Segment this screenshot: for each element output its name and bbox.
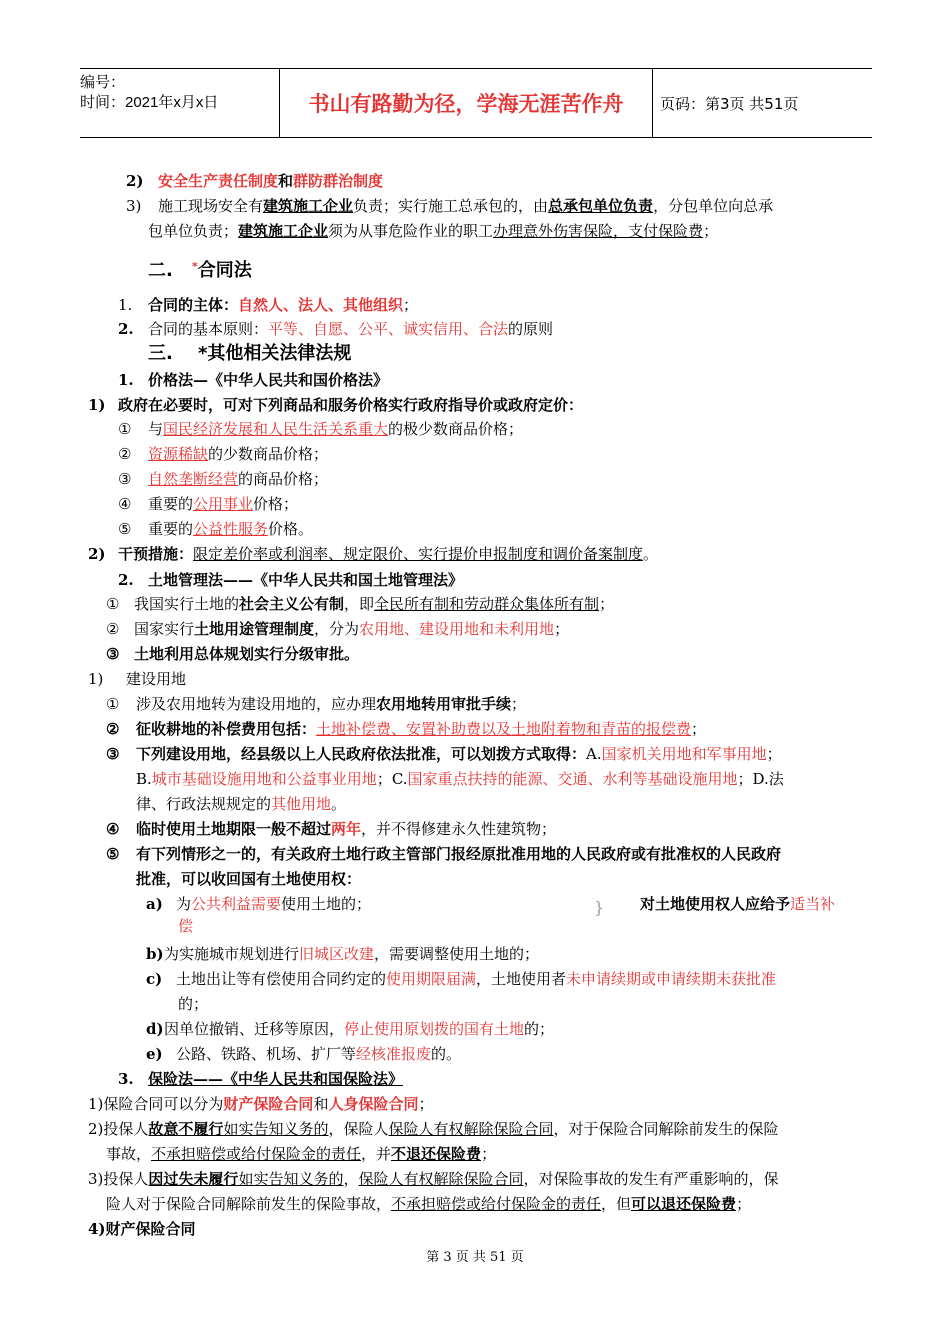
- text-segment: ；D.法: [737, 770, 784, 788]
- text-line: [118, 569, 463, 591]
- text-segment: 的少数商品价格；: [208, 445, 329, 463]
- text-line: [106, 643, 359, 665]
- text-line: [178, 993, 208, 1015]
- text-segment: 公共利益需要: [191, 895, 282, 913]
- text-segment: 适当补: [790, 895, 836, 913]
- text-segment: 须为从事危险作业的职工: [328, 222, 494, 240]
- text-line: [118, 369, 388, 391]
- text-segment: ；: [736, 1195, 752, 1213]
- page-info: 页码：第3页 共51页: [660, 94, 799, 113]
- list-marker: 3): [126, 197, 142, 215]
- text-line: [106, 1143, 496, 1165]
- text-line: [148, 343, 351, 365]
- text-segment: 使用土地的；: [281, 895, 372, 913]
- text-segment: 国家重点扶持的能源、交通、水利等基础设施用地: [407, 770, 738, 788]
- text-segment: 重要的: [148, 520, 194, 538]
- list-marker: b): [146, 945, 164, 963]
- text-segment: ；C.: [376, 770, 408, 788]
- header-motto-cell: [280, 69, 653, 137]
- text-segment: 群防群治制度: [293, 172, 384, 190]
- text-line: [118, 493, 298, 515]
- text-segment: 土地出让等有偿使用合同约定的: [176, 970, 387, 988]
- list-marker: a): [146, 895, 163, 913]
- list-marker: ③: [118, 470, 132, 488]
- text-line: [106, 593, 614, 615]
- text-segment: 农用地、建设用地和未利用地: [359, 620, 555, 638]
- text-segment: 的原则: [508, 320, 554, 338]
- text-line: [178, 915, 193, 937]
- list-marker: ④: [106, 820, 120, 838]
- text-segment: 临时使用土地期限一般不超过: [136, 820, 332, 838]
- text-segment: *: [192, 260, 198, 273]
- text-line: [88, 1093, 433, 1115]
- text-segment: 土地利用总体规划实行分级审批。: [134, 645, 360, 663]
- text-segment: 社会主义公有制: [239, 595, 345, 613]
- text-segment: 律、行政法规规定的: [136, 795, 272, 813]
- text-segment: ；: [766, 745, 782, 763]
- text-segment: 包单位负责；: [148, 222, 239, 240]
- text-line: [88, 1118, 779, 1140]
- text-segment: 有下列情形之一的，有关政府土地行政主管部门报经原批准用地的人民政府或有批准权的人民政府: [136, 845, 782, 863]
- text-line: [136, 768, 784, 790]
- text-segment: 批准，可以收回国有土地使用权：: [136, 870, 362, 888]
- text-segment: ，保险人: [328, 1120, 389, 1138]
- text-segment: 为实施城市规划进行: [164, 945, 300, 963]
- text-segment: ；: [511, 695, 527, 713]
- text-segment: 征收耕地的补偿费用包括：: [136, 720, 317, 738]
- text-segment: *其他相关法律法规: [198, 343, 352, 364]
- text-segment: 建设用地: [126, 670, 187, 688]
- text-segment: 价格法—《中华人民共和国价格法》: [148, 371, 389, 389]
- text-line: [88, 668, 186, 690]
- text-line: [106, 1193, 751, 1215]
- text-segment: 重要的: [148, 495, 194, 513]
- list-marker: ④: [118, 495, 132, 513]
- text-line: [146, 1018, 554, 1040]
- list-marker: 2): [88, 545, 106, 563]
- text-segment: 保险人有权解除保险合同: [388, 1120, 554, 1138]
- text-line: [136, 793, 346, 815]
- text-segment: ；: [599, 595, 615, 613]
- text-segment: 价格。: [268, 520, 314, 538]
- text-segment: 2): [88, 1120, 104, 1138]
- text-line: [118, 418, 523, 440]
- text-segment: 政府在必要时，可对下列商品和服务价格实行政府指导价或政府定价：: [118, 396, 584, 414]
- list-marker: ⑤: [118, 520, 132, 538]
- text-line: [106, 818, 556, 840]
- text-line: [88, 1218, 196, 1240]
- text-segment: ，对保险事故的发生有严重影响的，保: [523, 1170, 779, 1188]
- text-segment: 不承担赔偿或给付保险金的责任: [151, 1145, 362, 1163]
- text-segment: 1): [88, 1095, 104, 1113]
- text-segment: 故意不履行: [148, 1120, 224, 1138]
- text-segment: ；: [703, 222, 719, 240]
- text-segment: ，即: [344, 595, 375, 613]
- text-segment: 未申请续期或申请续期未获批准: [566, 970, 777, 988]
- text-segment: ；: [418, 1095, 434, 1113]
- text-segment: 经核准报废: [356, 1045, 432, 1063]
- text-segment: ，但: [601, 1195, 632, 1213]
- text-line: [118, 518, 313, 540]
- list-marker: ②: [106, 720, 120, 738]
- list-marker: c): [146, 970, 163, 988]
- text-segment: 两年: [331, 820, 362, 838]
- text-segment: ，并不得修建永久性建筑物；: [361, 820, 557, 838]
- text-line: [106, 618, 569, 640]
- text-segment: ，: [343, 1170, 359, 1188]
- text-segment: 的；: [524, 1020, 555, 1038]
- text-line: [146, 1043, 461, 1065]
- text-segment: 为: [176, 895, 192, 913]
- list-marker: ①: [118, 420, 132, 438]
- text-segment: 的。: [431, 1045, 462, 1063]
- text-segment: 自然垄断经营: [148, 470, 239, 488]
- text-line: [136, 868, 361, 890]
- text-line: [88, 394, 583, 416]
- text-segment: 其他用地: [271, 795, 332, 813]
- text-line: [88, 1168, 779, 1190]
- text-segment: 险人对于保险合同解除前发生的保险事故，: [106, 1195, 392, 1213]
- text-segment: 合同的基本原则：: [148, 320, 269, 338]
- text-segment: 对土地使用权人应给予: [640, 895, 791, 913]
- text-segment: ；: [691, 720, 707, 738]
- list-marker: ③: [106, 645, 120, 663]
- text-segment: 合同的主体：: [148, 296, 239, 314]
- list-marker: d): [146, 1020, 164, 1038]
- list-marker: 2.: [118, 320, 134, 338]
- text-segment: 如实告知义务的: [238, 1170, 344, 1188]
- text-segment: ，需要调整使用土地的；: [374, 945, 540, 963]
- text-segment: 涉及农用地转为建设用地的，应办理: [136, 695, 377, 713]
- text-line: [118, 318, 553, 340]
- text-segment: 公益性服务: [193, 520, 269, 538]
- motto: 书山有路勤为径，学海无涯苦作舟: [308, 92, 624, 116]
- list-marker: ①: [106, 695, 120, 713]
- text-segment: 。: [331, 795, 347, 813]
- text-line: [118, 468, 328, 490]
- text-segment: 因过失未履行: [148, 1170, 239, 1188]
- text-segment: 农用地转用审批手续: [376, 695, 512, 713]
- text-segment: 安全生产责任制度: [158, 172, 279, 190]
- text-segment: 保险合同可以分为: [103, 1095, 224, 1113]
- text-segment: 的；: [178, 995, 209, 1013]
- text-segment: 限定差价率或利润率、规定限价、实行提价申报制度和调价备案制度: [193, 545, 644, 563]
- text-segment: 偿: [178, 917, 194, 935]
- text-segment: 不承担赔偿或给付保险金的责任: [391, 1195, 602, 1213]
- text-segment: 和: [313, 1095, 329, 1113]
- text-segment: 土地用途管理制度: [194, 620, 315, 638]
- text-segment: 施工现场安全有: [158, 197, 264, 215]
- text-segment: 资源稀缺: [148, 445, 209, 463]
- text-segment: 干预措施：: [118, 545, 194, 563]
- list-marker: 2.: [118, 571, 134, 589]
- text-segment: 财产保险合同: [223, 1095, 314, 1113]
- text-segment: 投保人: [103, 1120, 149, 1138]
- text-segment: ，对于保险合同解除前发生的保险: [553, 1120, 779, 1138]
- text-segment: 的极少数商品价格；: [388, 420, 524, 438]
- text-segment: 办理意外伤害保险，支付保险费: [493, 222, 704, 240]
- text-line: [118, 294, 418, 316]
- text-segment: 4): [88, 1220, 106, 1238]
- text-segment: ，分为: [314, 620, 360, 638]
- header-meta: [80, 69, 280, 137]
- text-segment: 我国实行土地的: [134, 595, 240, 613]
- text-segment: 财产保险合同: [105, 1220, 196, 1238]
- list-marker: 2): [126, 172, 144, 190]
- text-segment: 不退还保险费: [391, 1145, 482, 1163]
- list-marker: ②: [118, 445, 132, 463]
- text-segment: 建筑施工企业: [238, 222, 329, 240]
- text-line: [146, 968, 776, 990]
- text-segment: 国民经济发展和人民生活关系重大: [163, 420, 389, 438]
- text-segment: 总承包单位负责: [548, 197, 654, 215]
- text-line: [148, 220, 718, 242]
- list-marker: 1.: [118, 371, 134, 389]
- list-marker: 1): [88, 670, 104, 688]
- list-marker: ⑤: [106, 845, 120, 863]
- list-marker: 二.: [148, 260, 173, 281]
- text-segment: 自然人、法人、其他组织: [238, 296, 404, 314]
- time-label: 时间：2021年x月x日: [80, 94, 219, 111]
- text-segment: 合同法: [197, 260, 252, 281]
- text-line: [106, 693, 526, 715]
- list-marker: e): [146, 1045, 163, 1063]
- page-header: [80, 68, 872, 138]
- text-segment: 土地补偿费、安置补助费以及土地附着物和青苗的报偿费: [316, 720, 692, 738]
- text-line: [106, 718, 706, 740]
- text-line: [118, 443, 328, 465]
- text-segment: B.: [136, 770, 152, 788]
- text-line: [106, 843, 781, 865]
- side-note: [640, 893, 835, 915]
- text-segment: 全民所有制和劳动群众集体所有制: [374, 595, 600, 613]
- text-segment: 人身保险合同: [328, 1095, 419, 1113]
- list-marker: 3.: [118, 1070, 134, 1088]
- text-segment: 事故，: [106, 1145, 152, 1163]
- text-segment: 停止使用原划拨的国有土地: [344, 1020, 525, 1038]
- text-segment: 建筑施工企业: [263, 197, 354, 215]
- text-line: [126, 195, 773, 217]
- text-segment: 保险法——《中华人民共和国保险法》: [148, 1070, 404, 1088]
- text-segment: 负责；实行施工总承包的，由: [353, 197, 549, 215]
- brace-icon: }: [594, 898, 605, 917]
- text-segment: ，土地使用者: [476, 970, 567, 988]
- text-line: [146, 943, 539, 965]
- text-segment: 与: [148, 420, 164, 438]
- text-segment: 公路、铁路、机场、扩厂等: [176, 1045, 357, 1063]
- text-segment: 下列建设用地，经县级以上人民政府依法批准，可以划拨方式取得：: [136, 745, 587, 763]
- text-segment: 土地管理法——《中华人民共和国土地管理法》: [148, 571, 464, 589]
- text-segment: 。: [643, 545, 659, 563]
- text-segment: ；: [554, 620, 570, 638]
- list-marker: ①: [106, 595, 120, 613]
- text-segment: A.: [586, 745, 602, 763]
- list-marker: 三.: [148, 343, 173, 364]
- text-line: [106, 743, 782, 765]
- list-marker: 1): [88, 396, 106, 414]
- text-segment: 价格；: [253, 495, 299, 513]
- text-segment: 和: [278, 172, 294, 190]
- text-segment: 使用期限届满: [386, 970, 477, 988]
- text-line: [126, 170, 383, 192]
- text-segment: 的商品价格；: [238, 470, 329, 488]
- text-segment: 因单位撤销、迁移等原因，: [164, 1020, 345, 1038]
- page-footer: 第 3 页 共 51 页: [426, 1250, 524, 1265]
- text-segment: 可以退还保险费: [631, 1195, 737, 1213]
- text-line: [146, 893, 836, 915]
- text-segment: ；: [403, 296, 419, 314]
- list-marker: 1.: [118, 296, 133, 314]
- text-segment: 国家机关用地和军事用地: [601, 745, 767, 763]
- text-segment: 公用事业: [193, 495, 254, 513]
- text-segment: 保险人有权解除保险合同: [358, 1170, 524, 1188]
- text-segment: ；: [481, 1145, 497, 1163]
- text-segment: 如实告知义务的: [223, 1120, 329, 1138]
- text-line: [88, 543, 658, 565]
- list-marker: ③: [106, 745, 120, 763]
- text-segment: 旧城区改建: [299, 945, 375, 963]
- text-segment: 平等、自愿、公平、诚实信用、合法: [268, 320, 509, 338]
- number-label: 编号：: [80, 74, 126, 91]
- text-segment: ，分包单位向总承: [653, 197, 774, 215]
- text-segment: ，并: [361, 1145, 392, 1163]
- text-segment: 投保人: [103, 1170, 149, 1188]
- list-marker: ②: [106, 620, 120, 638]
- text-segment: 城市基础设施用地和公益事业用地: [151, 770, 377, 788]
- text-segment: 国家实行: [134, 620, 195, 638]
- text-line: [148, 256, 252, 282]
- text-segment: 3): [88, 1170, 104, 1188]
- text-line: [118, 1068, 403, 1090]
